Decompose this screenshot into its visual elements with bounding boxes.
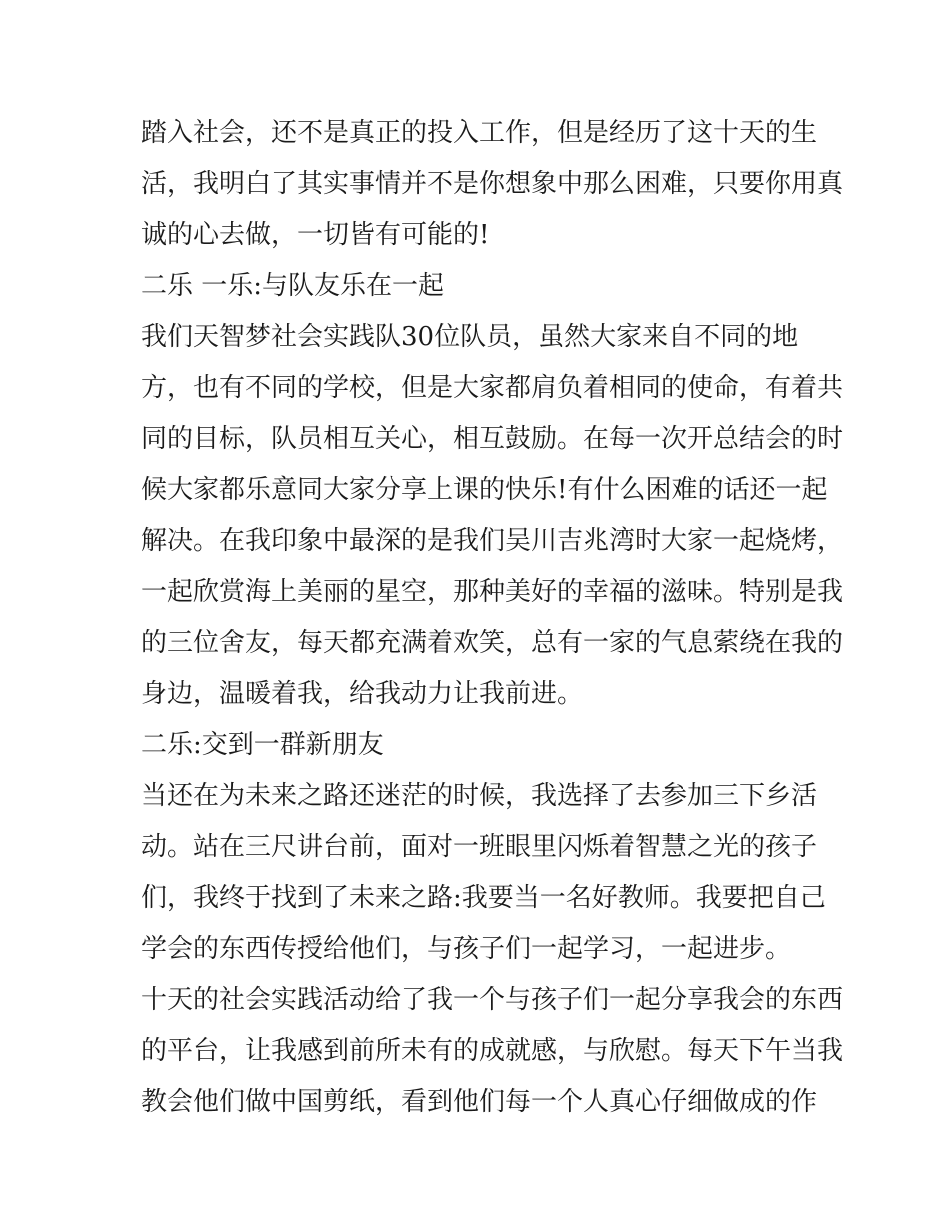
text-line: 候大家都乐意同大家分享上课的快乐!有什么困难的话还一起: [141, 475, 828, 505]
text-line: 学会的东西传授给他们，与孩子们一起学习，一起进步。: [141, 934, 792, 964]
text-line: 诚的心去做，一切皆有可能的!: [141, 220, 490, 250]
text-line: 方，也有不同的学校，但是大家都肩负着相同的使命，有着共: [141, 373, 844, 403]
text-line: 我们天智梦社会实践队30位队员，虽然大家来自不同的地: [141, 322, 799, 352]
text-line: 的平台，让我感到前所未有的成就感，与欣慰。每天下午当我: [141, 1036, 844, 1066]
section-heading: 二乐:交到一群新朋友: [141, 730, 384, 760]
text-line: 们，我终于找到了未来之路:我要当一名好教师。我要把自己: [141, 883, 826, 913]
text-line: 踏入社会，还不是真正的投入工作，但是经历了这十天的生: [141, 118, 818, 148]
text-line: 解决。在我印象中最深的是我们吴川吉兆湾时大家一起烧烤，: [141, 526, 844, 556]
text-line: 教会他们做中国剪纸，看到他们每一个人真心仔细做成的作: [141, 1087, 818, 1117]
text-line: 同的目标，队员相互关心，相互鼓励。在每一次开总结会的时: [141, 424, 844, 454]
document-body: [141, 108, 844, 1128]
text-line: 当还在为未来之路还迷茫的时候，我选择了去参加三下乡活: [141, 781, 818, 811]
text-line: 动。站在三尺讲台前，面对一班眼里闪烁着智慧之光的孩子: [141, 832, 818, 862]
text-line: 一起欣赏海上美丽的星空，那种美好的幸福的滋味。特别是我: [141, 577, 844, 607]
text-line: 活，我明白了其实事情并不是你想象中那么困难，只要你用真: [141, 169, 844, 199]
text-line: 身边，温暖着我，给我动力让我前进。: [141, 679, 584, 709]
section-heading: 二乐 一乐:与队友乐在一起: [141, 271, 445, 301]
text-line: 十天的社会实践活动给了我一个与孩子们一起分享我会的东西: [141, 985, 844, 1015]
text-line: 的三位舍友，每天都充满着欢笑，总有一家的气息萦绕在我的: [141, 628, 844, 658]
